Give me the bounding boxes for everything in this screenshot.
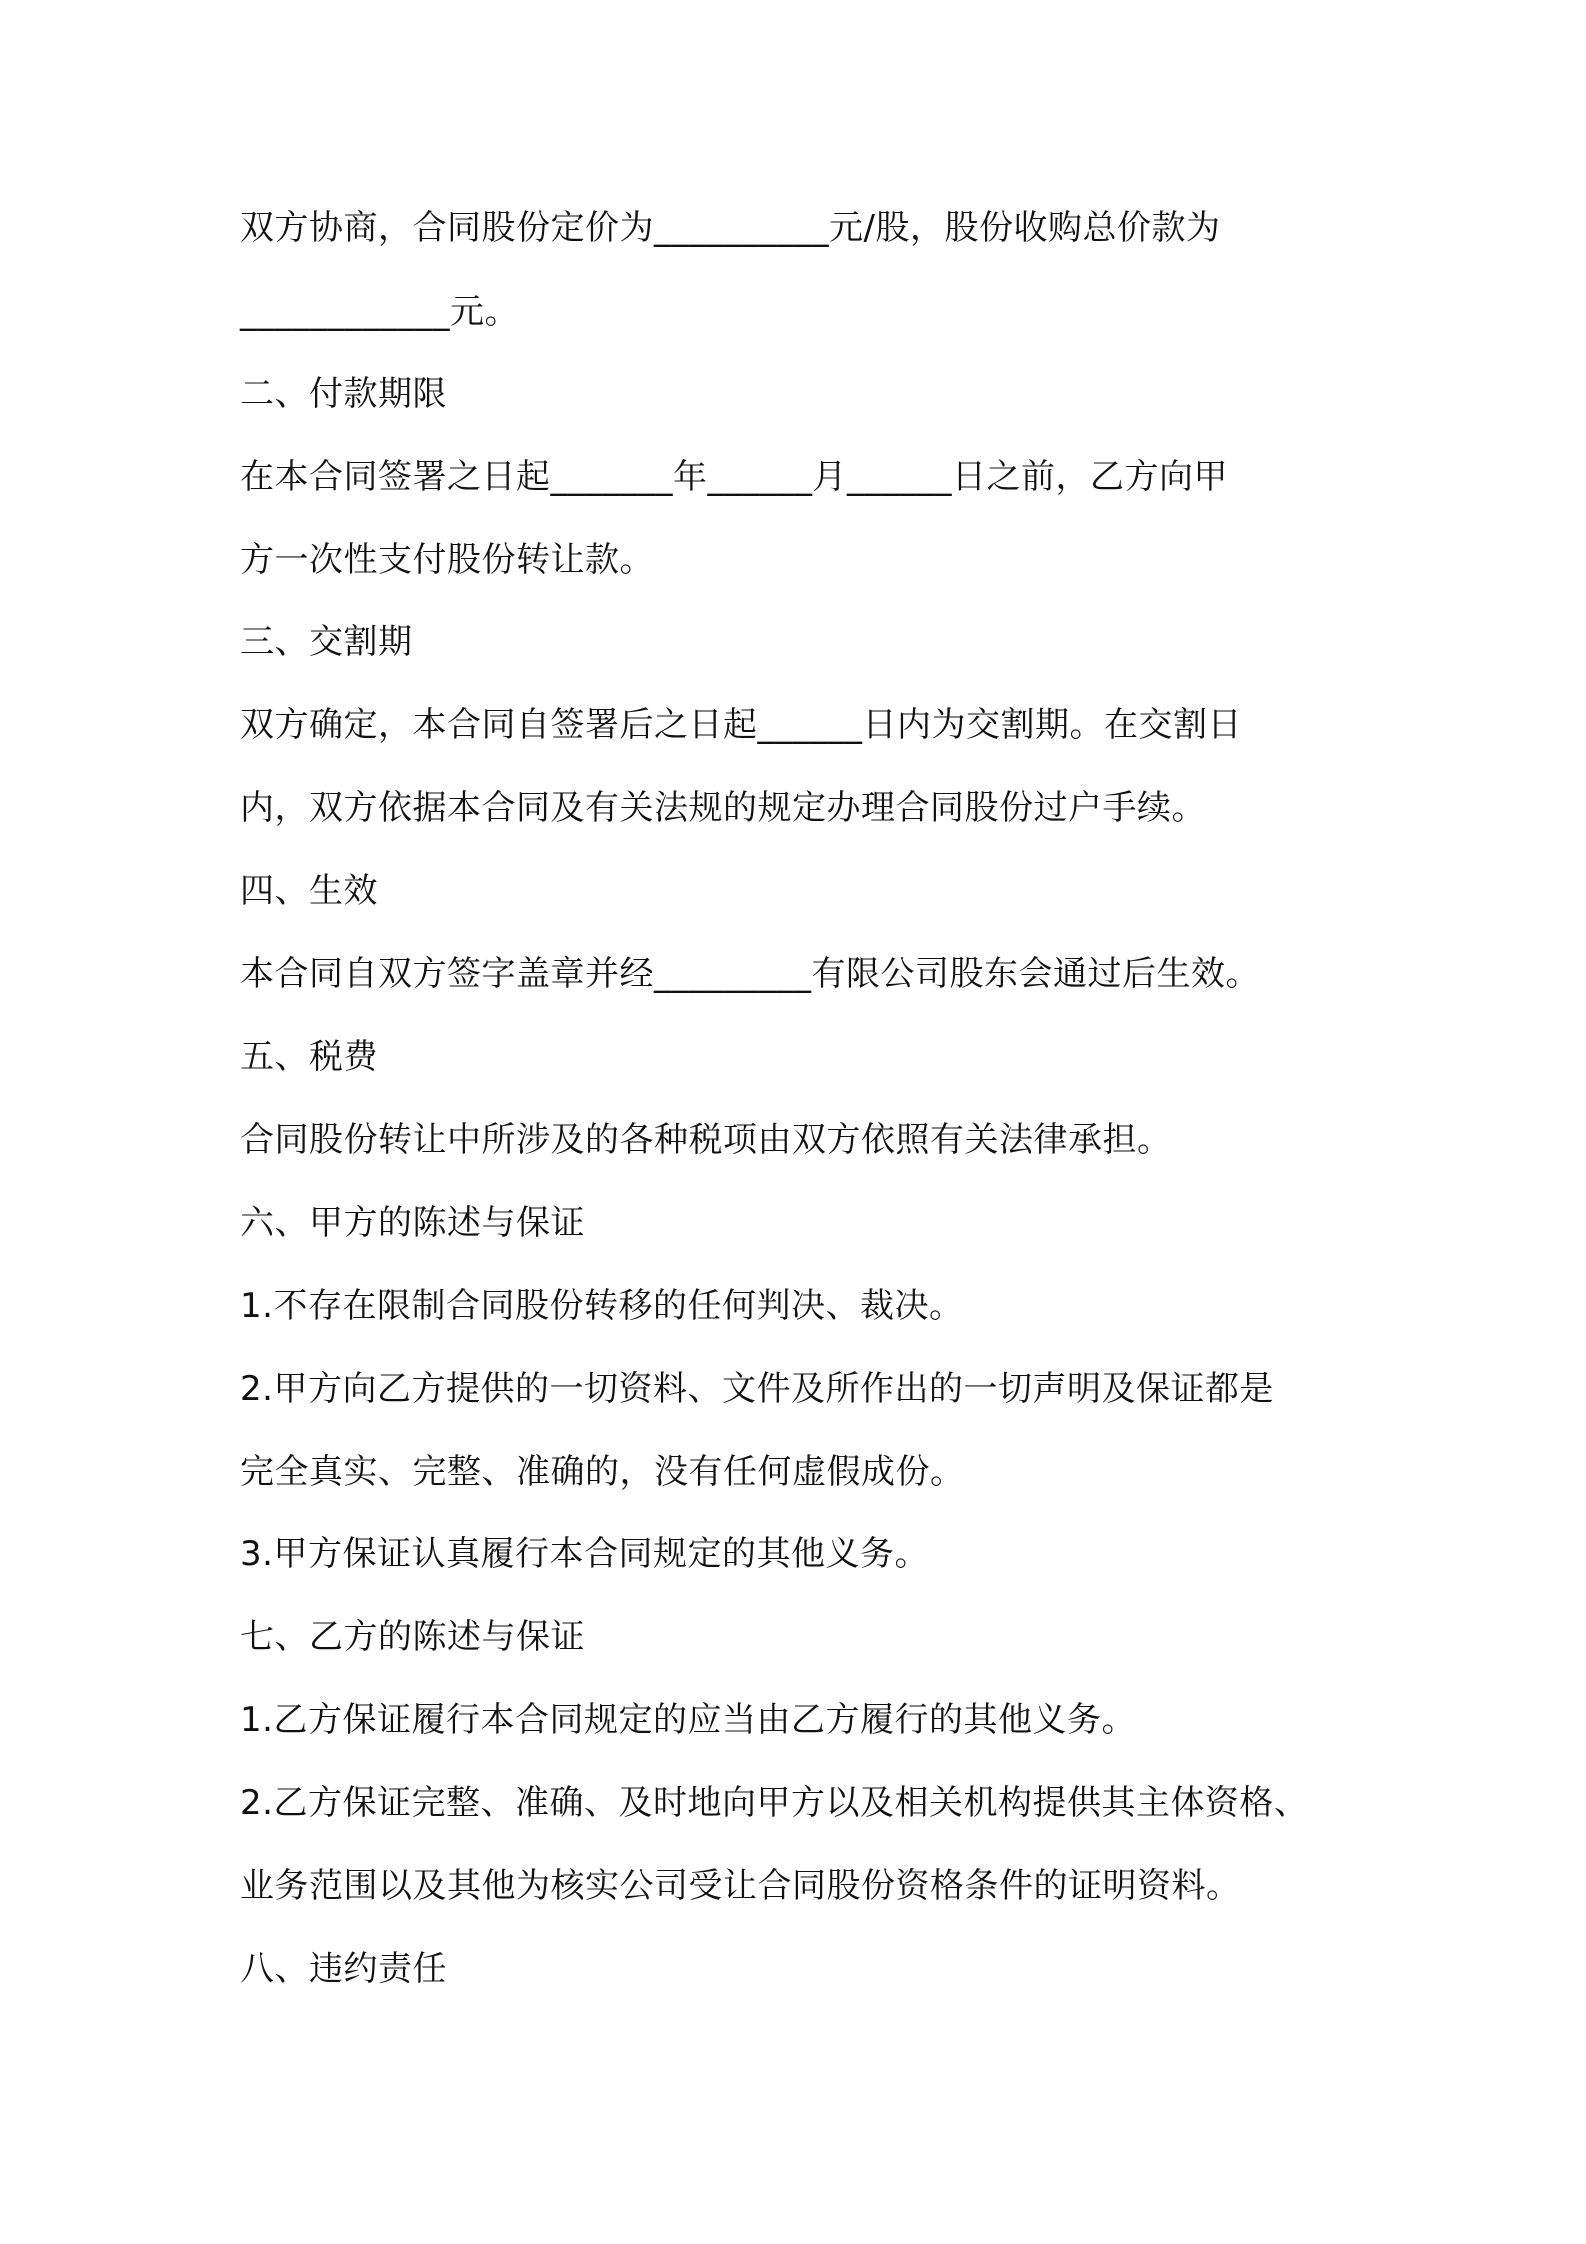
paragraph-taxes: 合同股份转让中所涉及的各种税项由双方依照有关法律承担。 (240, 1120, 1172, 1160)
party-b-item-2-line-2: 业务范围以及其他为核实公司受让合同股份资格条件的证明资料。 (240, 1866, 1241, 1906)
party-a-item-2-line-1: 2.甲方向乙方提供的一切资料、文件及所作出的一切声明及保证都是 (240, 1369, 1274, 1409)
party-b-item-1: 1.乙方保证履行本合同规定的应当由乙方履行的其他义务。 (240, 1700, 1136, 1740)
heading-party-b-warranties: 七、乙方的陈述与保证 (240, 1617, 585, 1657)
paragraph-price-line-2: ____________元。 (240, 292, 519, 332)
paragraph-effectiveness: 本合同自双方签字盖章并经_________有限公司股东会通过后生效。 (240, 954, 1260, 994)
party-a-item-3: 3.甲方保证认真履行本合同规定的其他义务。 (240, 1534, 929, 1574)
party-b-item-2-line-1: 2.乙方保证完整、准确、及时地向甲方以及相关机构提供其主体资格、 (240, 1783, 1309, 1823)
heading-effectiveness: 四、生效 (240, 871, 378, 911)
heading-delivery-period: 三、交割期 (240, 622, 413, 662)
party-a-item-2-line-2: 完全真实、完整、准确的，没有任何虚假成份。 (240, 1452, 965, 1492)
heading-breach-liability: 八、违约责任 (240, 1949, 447, 1989)
paragraph-payment-line-2: 方一次性支付股份转让款。 (240, 540, 654, 580)
paragraph-delivery-line-1: 双方确定，本合同自签署后之日起______日内为交割期。在交割日 (240, 705, 1242, 745)
heading-taxes: 五、税费 (240, 1037, 378, 1077)
heading-payment-term: 二、付款期限 (240, 374, 447, 414)
heading-party-a-warranties: 六、甲方的陈述与保证 (240, 1203, 585, 1243)
paragraph-delivery-line-2: 内，双方依据本合同及有关法规的规定办理合同股份过户手续。 (240, 788, 1206, 828)
party-a-item-1: 1.不存在限制合同股份转移的任何判决、裁决。 (240, 1286, 964, 1326)
paragraph-payment-line-1: 在本合同签署之日起_______年______月______日之前，乙方向甲 (240, 457, 1228, 497)
paragraph-price-line-1: 双方协商，合同股份定价为__________元/股，股份收购总价款为 (240, 208, 1221, 248)
